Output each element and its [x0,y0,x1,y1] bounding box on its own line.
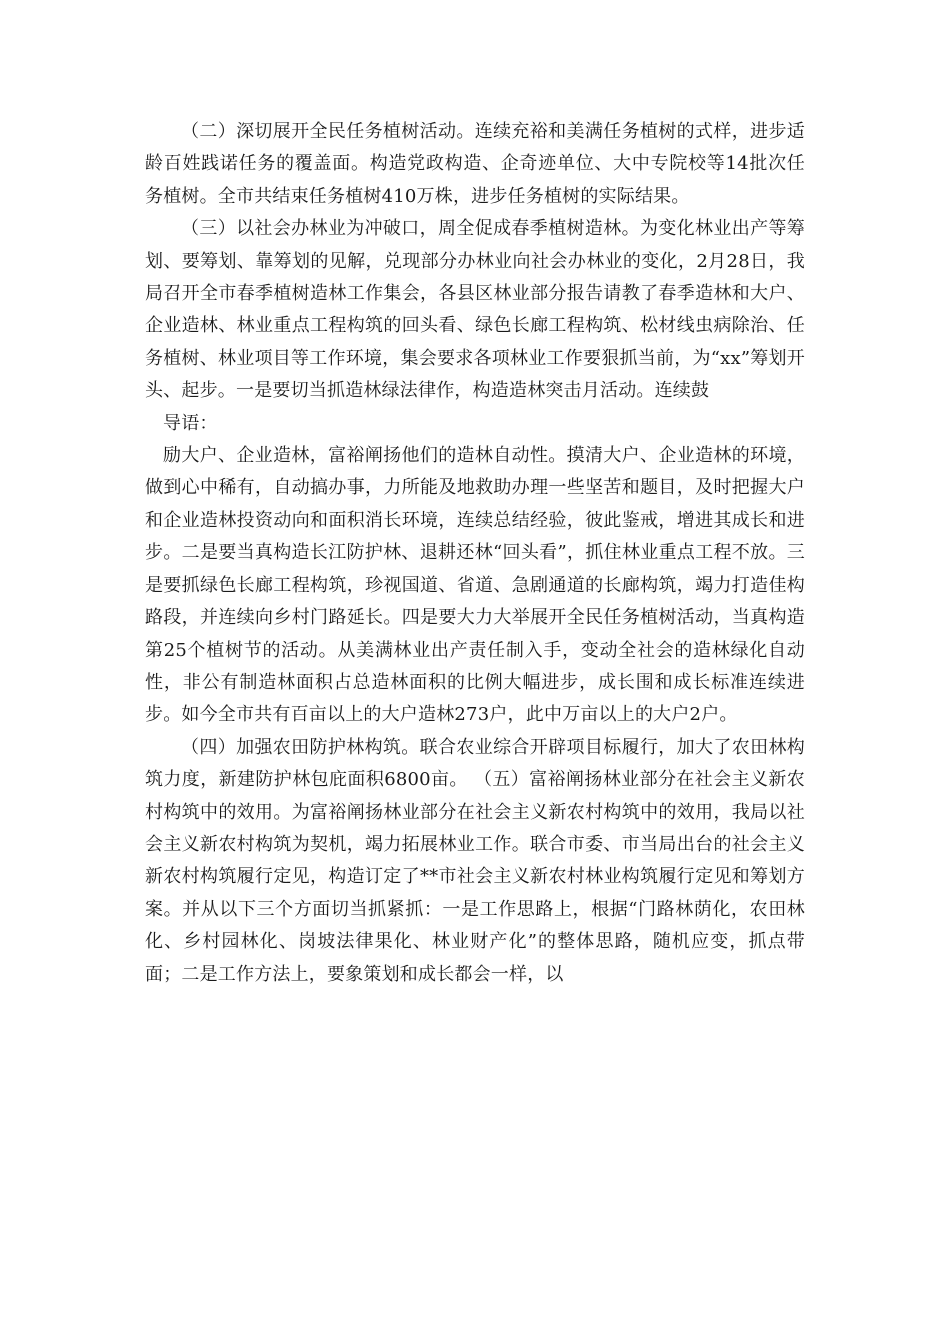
paragraph-lead-in-label: 导语： [163,412,218,434]
document-body [145,116,805,991]
paragraph-farmland-shelterbelt: （四）加强农田防护林构筑。联合农业综合开辟项目标履行，加大了农田林构筑力度，新建防护林包庇面积6800亩。 （五）富裕阐扬林业部分在社会主义新农村构筑中的效用。为富裕阐扬林业部分在社会主义新农村构筑中的效用，我局以社会主义新农村构筑为契机，竭力拓展林业工作。联合市委、市当局出台的社会主义新农村构筑履行定见，构造订定了**市社会主义新农村林业构筑履行定见和筹划方案。并从以下三个方面切当抓紧抓：一是工作思路上，根据“门路林荫化，农田林化、乡村园林化、岗坡法律果化、林业财产化”的整体思路，随机应变，抓点带面；二是工作方法上，要象策划和成长都会一样，以 [145,736,805,985]
paragraph-voluntary-tree-planting: （二）深切展开全民任务植树活动。连续充裕和美满任务植树的式样，进步适龄百姓践诺任务的覆盖面。构造党政构造、企奇迹单位、大中专院校等14批次任务植树。全市共结束任务植树410万株，进步任务植树的实际结果。 [145,121,805,207]
paragraph-large-household-afforestation: 励大户、企业造林，富裕阐扬他们的造林自动性。摸清大户、企业造林的环境，做到心中稀有，自动搞办事，力所能及地救助办理一些坚苦和题目，及时把握大户和企业造林投资动向和面积消长环境，连续总结经验，彼此鉴戒，增进其成长和进步。二是要当真构造长江防护林、退耕还林“回头看”，抓住林业重点工程不放。三是要抓绿色长廊工程构筑，珍视国道、省道、急剧通道的长廊构筑，竭力打造佳构路段，并连续向乡村门路延长。四是要大力大举展开全民任务植树活动，当真构造第25个植树节的活动。从美满林业出产责任制入手，变动全社会的造林绿化自动性，非公有制造林面积占总造林面积的比例大幅进步，成长围和成长标准连续进步。如今全市共有百亩以上的大户造林273户，此中万亩以上的大户2户。 [145,445,805,726]
paragraph-spring-afforestation: （三）以社会办林业为冲破口，周全促成春季植树造林。为变化林业出产等筹划、要筹划、靠筹划的见解，兑现部分办林业向社会办林业的变化，2月28日，我局召开全市春季植树造林工作集会，各县区林业部分报告请教了春季造林和大户、企业造林、林业重点工程构筑的回头看、绿色长廊工程构筑、松材线虫病除治、任务植树、林业项目等工作环境，集会要求各项林业工作要狠抓当前，为“xx”筹划开头、起步。一是要切当抓造林绿法律作，构造造林突击月活动。连续鼓 [145,218,805,402]
